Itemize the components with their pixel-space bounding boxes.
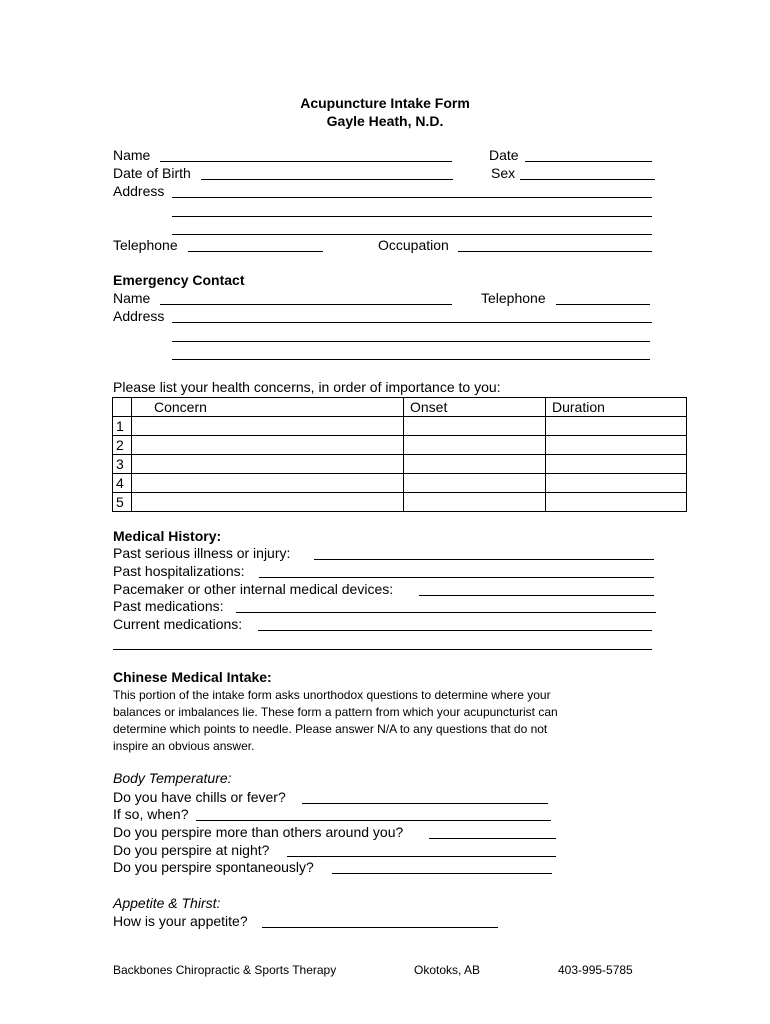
concerns-table: [112, 397, 687, 512]
concern-cell[interactable]: [132, 436, 404, 455]
telephone-field[interactable]: [188, 251, 323, 252]
emergency-name-field[interactable]: [160, 304, 452, 305]
row-number: 4: [113, 474, 132, 493]
emergency-address-label: Address: [113, 308, 165, 324]
concerns-prompt: Please list your health concerns, in order of importance to you:: [113, 379, 501, 395]
dob-field[interactable]: [201, 179, 453, 180]
body-temperature-heading: Body Temperature:: [113, 770, 232, 786]
question-when: If so, when?: [113, 806, 189, 822]
history-label-hospitalizations: Past hospitalizations:: [113, 563, 245, 579]
history-label-illness: Past serious illness or injury:: [113, 545, 291, 561]
row-number: 5: [113, 493, 132, 512]
answer-perspire-more[interactable]: [429, 838, 556, 839]
duration-cell[interactable]: [546, 417, 687, 436]
address-label: Address: [113, 183, 165, 199]
occupation-field[interactable]: [458, 251, 652, 252]
table-header-cell: [113, 398, 132, 417]
answer-appetite[interactable]: [262, 927, 498, 928]
chinese-intake-heading: Chinese Medical Intake:: [113, 669, 272, 685]
name-label: Name: [113, 147, 151, 163]
appetite-heading: Appetite & Thirst:: [113, 895, 221, 911]
emergency-telephone-field[interactable]: [556, 304, 650, 305]
telephone-label: Telephone: [113, 237, 178, 253]
address-field-2[interactable]: [172, 216, 652, 217]
date-field[interactable]: [525, 161, 652, 162]
note-line: balances or imbalances lie. These form a pattern from which your acupuncturist can: [113, 705, 558, 719]
duration-cell[interactable]: [546, 436, 687, 455]
history-field-current-meds[interactable]: [258, 630, 652, 631]
row-number: 1: [113, 417, 132, 436]
table-header-cell: Concern: [132, 398, 404, 417]
answer-when[interactable]: [196, 820, 551, 821]
footer-phone: 403-995-5785: [558, 963, 633, 977]
emergency-address-field-1[interactable]: [172, 322, 652, 323]
concern-cell[interactable]: [132, 455, 404, 474]
row-number: 2: [113, 436, 132, 455]
answer-perspire-spontaneous[interactable]: [332, 873, 552, 874]
history-field-illness[interactable]: [314, 559, 654, 560]
question-perspire-more: Do you perspire more than others around you?: [113, 824, 404, 840]
concern-cell[interactable]: [132, 417, 404, 436]
table-row: [113, 436, 687, 455]
question-perspire-spontaneous: Do you perspire spontaneously?: [113, 859, 314, 875]
occupation-label: Occupation: [378, 237, 449, 253]
chinese-intake-note: [113, 687, 653, 755]
form-title: Acupuncture Intake Form: [300, 95, 470, 111]
duration-cell[interactable]: [546, 455, 687, 474]
duration-cell[interactable]: [546, 493, 687, 512]
answer-chills[interactable]: [302, 803, 548, 804]
emergency-address-field-2[interactable]: [172, 341, 650, 342]
address-field-1[interactable]: [172, 197, 652, 198]
medical-history-heading: Medical History:: [113, 528, 222, 544]
onset-cell[interactable]: [404, 455, 546, 474]
sex-label: Sex: [491, 165, 516, 181]
duration-cell[interactable]: [546, 474, 687, 493]
table-row: [113, 493, 687, 512]
history-field-hospitalizations[interactable]: [259, 577, 654, 578]
history-label-devices: Pacemaker or other internal medical devices:: [113, 581, 394, 597]
name-field[interactable]: [160, 161, 452, 162]
question-chills: Do you have chills or fever?: [113, 789, 286, 805]
row-number: 3: [113, 455, 132, 474]
footer-clinic: Backbones Chiropractic & Sports Therapy: [113, 963, 337, 977]
history-field-past-meds[interactable]: [236, 612, 656, 613]
note-line: determine which points to needle. Please answer N/A to any questions that do not: [113, 722, 548, 736]
concern-cell[interactable]: [132, 474, 404, 493]
table-row: [113, 417, 687, 436]
date-label: Date: [489, 147, 519, 163]
history-field-devices[interactable]: [419, 595, 654, 596]
table-header-row: [113, 398, 687, 417]
note-line: This portion of the intake form asks unorthodox questions to determine where your: [113, 688, 551, 702]
emergency-name-label: Name: [113, 290, 151, 306]
address-field-3[interactable]: [172, 234, 652, 235]
concern-cell[interactable]: [132, 493, 404, 512]
footer-location: Okotoks, AB: [414, 963, 481, 977]
onset-cell[interactable]: [404, 436, 546, 455]
onset-cell[interactable]: [404, 417, 546, 436]
question-appetite: How is your appetite?: [113, 913, 248, 929]
table-header-cell: Onset: [404, 398, 546, 417]
emergency-heading: Emergency Contact: [113, 272, 245, 288]
emergency-telephone-label: Telephone: [481, 290, 546, 306]
history-field-current-meds-extra[interactable]: [113, 649, 652, 650]
answer-perspire-night[interactable]: [287, 856, 556, 857]
onset-cell[interactable]: [404, 493, 546, 512]
history-label-past-meds: Past medications:: [113, 598, 224, 614]
note-line: inspire an obvious answer.: [113, 739, 255, 753]
emergency-address-field-3[interactable]: [172, 359, 650, 360]
sex-field[interactable]: [520, 179, 655, 180]
table-row: [113, 474, 687, 493]
onset-cell[interactable]: [404, 474, 546, 493]
dob-label: Date of Birth: [113, 165, 191, 181]
table-header-cell: Duration: [546, 398, 687, 417]
history-label-current-meds: Current medications:: [113, 616, 243, 632]
form-subtitle: Gayle Heath, N.D.: [326, 113, 444, 129]
table-row: [113, 455, 687, 474]
question-perspire-night: Do you perspire at night?: [113, 842, 270, 858]
